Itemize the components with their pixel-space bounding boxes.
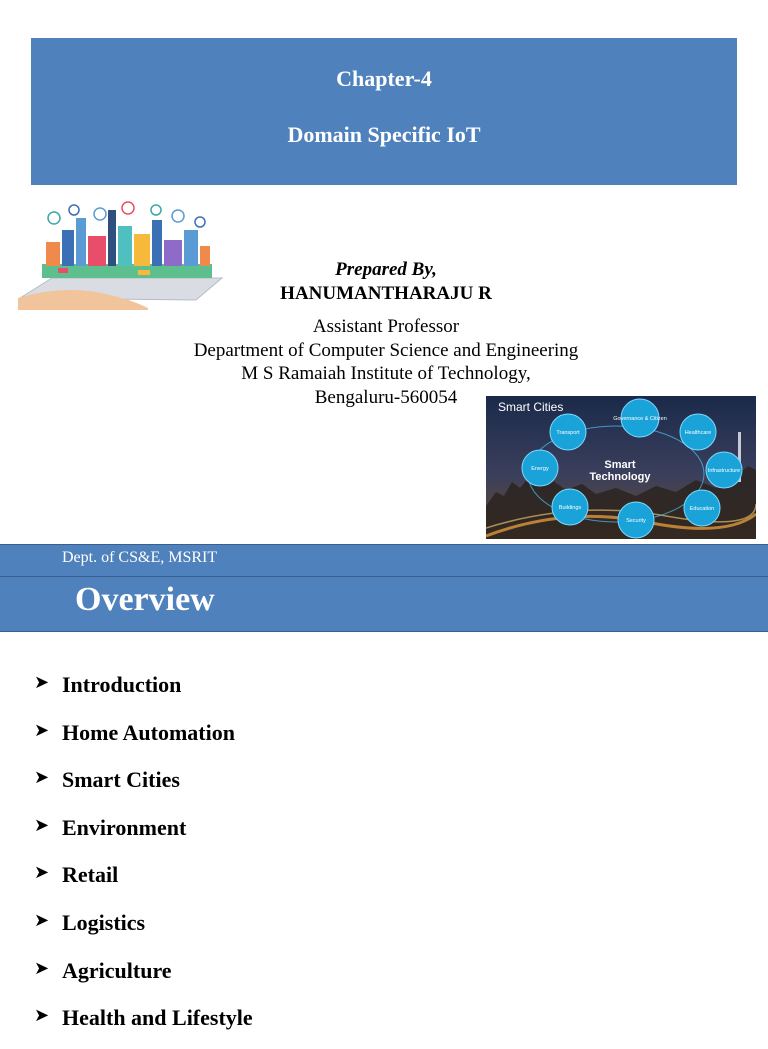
svg-text:Healthcare: Healthcare [684,430,712,436]
author-city: Bengaluru-560054 [314,386,458,408]
node-infrastructure [706,452,742,488]
credits-block [160,258,612,409]
list-item: ➤ Agriculture [34,954,253,1002]
node-transport [550,414,586,450]
center-label-technology: Technology [589,471,651,483]
svg-text:Transport: Transport [556,430,580,436]
list-item: ➤ Health and Lifestyle [34,1001,253,1049]
bullet-arrow-icon: ➤ [34,767,50,789]
list-item: ➤ Environment [34,811,253,859]
bullet-arrow-icon: ➤ [34,719,50,741]
list-item: ➤ Home Automation [34,716,253,764]
author-role: Assistant Professor [312,316,460,337]
overview-heading: Overview [75,581,215,618]
svg-text:Security: Security [626,518,646,524]
author-institute: M S Ramaiah Institute of Technology, [241,363,531,384]
center-label-smart: Smart [604,459,636,471]
overview-heading-bar [0,576,768,632]
smart-cities-title: Smart Cities [498,400,564,414]
chapter-subtitle: Domain Specific IoT [287,122,481,147]
author-name: HANUMANTHARAJU R [280,282,492,304]
bullet-arrow-icon: ➤ [34,1005,50,1027]
dept-footer-strip: Dept. of CS&E, MSRIT [0,544,768,576]
list-item: ➤ Logistics [34,906,253,954]
smart-cities-image [486,396,756,539]
svg-text:Buildings: Buildings [558,505,582,511]
chapter-title-box [31,38,737,185]
author-department: Department of Computer Science and Engineering [193,339,579,361]
bullet-arrow-icon: ➤ [34,672,50,693]
topics-list [34,668,253,1049]
bullet-arrow-icon: ➤ [34,957,50,979]
list-item: ➤ Retail [34,858,253,906]
node-buildings [552,489,588,525]
svg-text:Infrastructure: Infrastructure [707,468,741,474]
list-item: ➤ Introduction [34,668,253,716]
bullet-arrow-icon: ➤ [34,909,50,931]
svg-text:Governance & Citizen: Governance & Citizen [613,416,667,422]
list-item: ➤ Smart Cities [34,763,253,811]
prepared-by-label: Prepared By, [335,259,437,280]
bullet-arrow-icon: ➤ [34,814,50,836]
svg-text:Education: Education [689,506,715,512]
chapter-number: Chapter-4 [336,66,432,91]
node-healthcare [680,414,716,450]
node-energy [522,450,558,486]
svg-text:Energy: Energy [531,466,549,472]
node-security [618,502,654,538]
bullet-arrow-icon: ➤ [34,862,50,884]
node-education [684,490,720,526]
